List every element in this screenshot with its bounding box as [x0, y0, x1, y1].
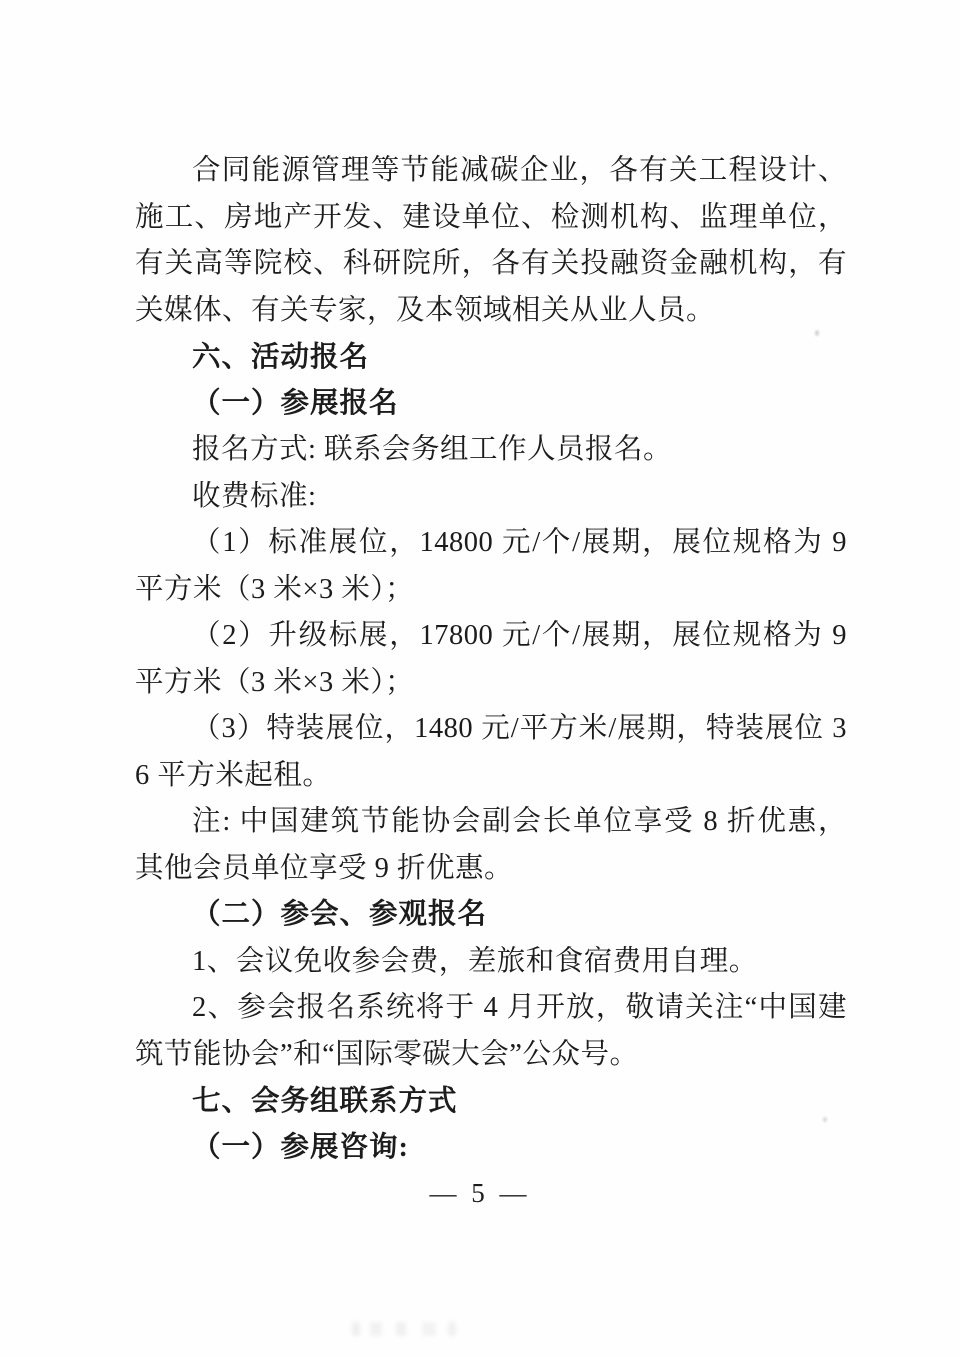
- scan-dot: [815, 330, 819, 336]
- page-number: — 5 —: [429, 1178, 531, 1208]
- paragraph-attendance-fee: 1、会议免收参会费，差旅和食宿费用自理。: [192, 945, 758, 977]
- paragraph-booth-upgraded: （2）升级标展，17800 元/个/展期，展位规格为 9 平方米（3 米×3 米）；: [135, 620, 847, 698]
- paragraph-booth-standard: （1）标准展位，14800 元/个/展期，展位规格为 9 平方米（3 米×3 米）；: [135, 527, 847, 605]
- paragraph-booth-custom: （3）特装展位，1480 元/平方米/展期，特装展位 36 平方米起租。: [135, 713, 847, 791]
- paragraph-fee-standard-label: 收费标准:: [192, 480, 317, 512]
- subheading-attendee-signup: （二）参会、参观报名: [192, 899, 488, 930]
- section-heading-contact: 七、会务组联系方式: [192, 1085, 458, 1117]
- paragraph-discount-note: 注: 中国建筑节能协会副会长单位享受 8 折优惠，其他会员单位享受 9 折优惠。: [135, 806, 847, 884]
- section-heading-registration: 六、活动报名: [192, 341, 370, 373]
- paragraph-signup-system: 2、参会报名系统将于 4 月开放，敬请关注“中国建筑节能协会”和“国际零碳大会”公众号。: [135, 992, 847, 1070]
- scan-dot: [823, 1117, 827, 1122]
- subheading-exhibitor-signup: （一）参展报名: [192, 387, 399, 419]
- scan-smudge: [352, 1322, 462, 1336]
- paragraph-audience: 合同能源管理等节能减碳企业，各有关工程设计、施工、房地产开发、建设单位、检测机构、监理单位，有关高等院校、科研院所，各有关投融资金融机构，有关媒体、有关专家，及本领域相关从业人员。: [135, 155, 847, 326]
- subheading-exhibit-inquiry: （一）参展咨询:: [192, 1131, 409, 1163]
- document-body: [135, 148, 847, 1171]
- paragraph-signup-method: 报名方式: 联系会务组工作人员报名。: [192, 434, 673, 465]
